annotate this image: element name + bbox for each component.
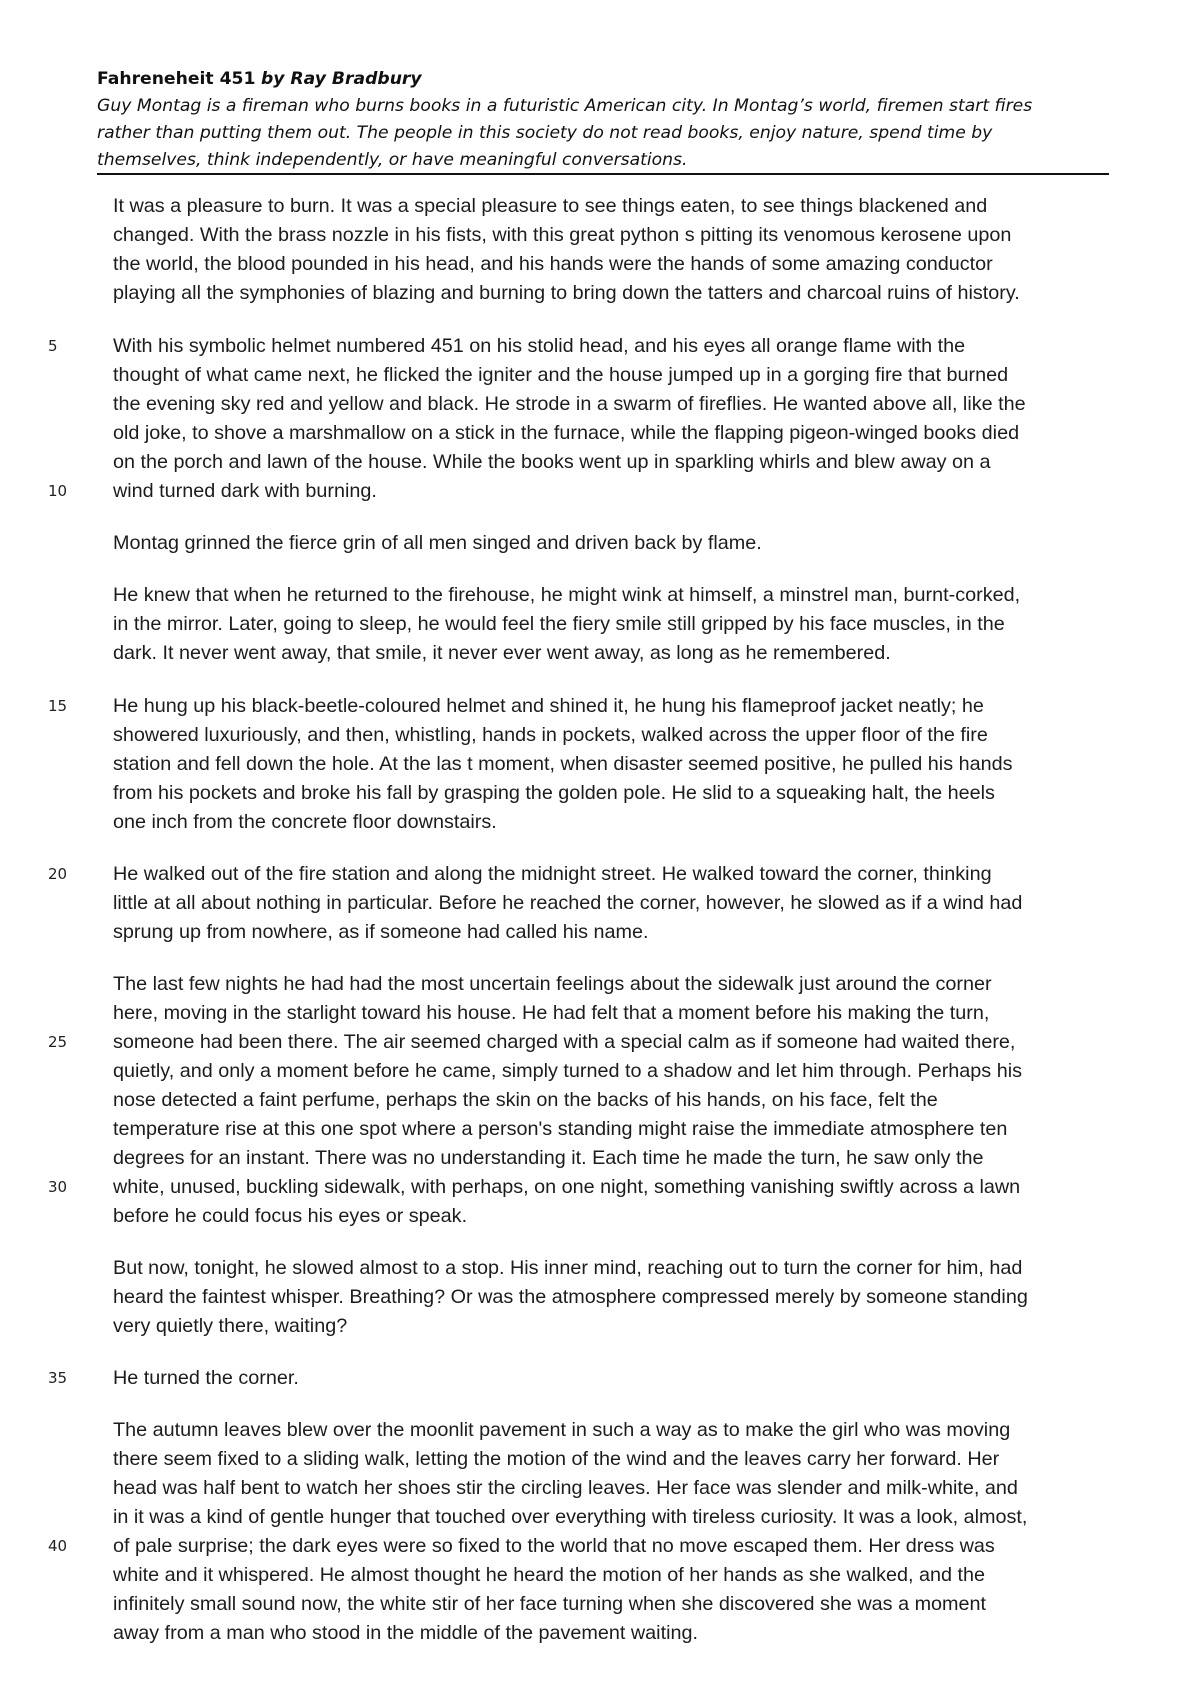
passage-line: station and fell down the hole. At the las t moment, when disaster seemed positive, he pulled his hands	[113, 753, 1013, 775]
passage-line: playing all the symphonies of blazing and burning to bring down the tatters and charcoal ruins of history.	[113, 282, 1020, 304]
book-title: Fahreneheit 451	[97, 69, 256, 89]
passage-line: nose detected a faint perfume, perhaps the skin on the backs of his hands, on his face, felt the	[113, 1089, 938, 1111]
passage-line: one inch from the concrete floor downstairs.	[113, 811, 497, 833]
passage-line: degrees for an instant. There was no understanding it. Each time he made the turn, he saw only the	[113, 1147, 984, 1169]
passage-line: Montag grinned the fierce grin of all men singed and driven back by flame.	[113, 532, 762, 554]
passage-line: little at all about nothing in particular. Before he reached the corner, however, he slowed as if a wind had	[113, 892, 1023, 914]
passage-line: there seem fixed to a sliding walk, letting the motion of the wind and the leaves carry her forward. Her	[113, 1448, 1000, 1470]
passage-line: white and it whispered. He almost thought he heard the motion of her hands as she walked, and the	[113, 1564, 986, 1586]
passage-line: With his symbolic helmet numbered 451 on his stolid head, and his eyes all orange flame with the	[113, 335, 966, 357]
passage-line: showered luxuriously, and then, whistling, hands in pockets, walked across the upper floor of the fire	[113, 724, 988, 746]
passage-line: changed. With the brass nozzle in his fists, with this great python s pitting its venomous kerosene upon	[113, 224, 1012, 246]
passage-line: sprung up from nowhere, as if someone had called his name.	[113, 921, 649, 943]
title-line	[97, 66, 1109, 93]
passage-line: temperature rise at this one spot where a person's standing might raise the immediate atmosphere ten	[113, 1118, 1008, 1140]
passage-line: He walked out of the fire station and along the midnight street. He walked toward the corner, thinking	[113, 863, 992, 885]
passage-line: infinitely small sound now, the white stir of her face turning when she discovered she was a moment	[113, 1593, 987, 1615]
line-number: 35	[48, 1369, 68, 1387]
header-divider	[97, 173, 1109, 175]
passage-line: It was a pleasure to burn. It was a special pleasure to see things eaten, to see things blackened and	[113, 195, 988, 217]
passage-line: very quietly there, waiting?	[113, 1315, 348, 1337]
passage-line: of pale surprise; the dark eyes were so fixed to the world that no move escaped them. Her dress was	[113, 1535, 995, 1557]
line-number: 30	[48, 1178, 68, 1196]
document-header	[97, 66, 1109, 174]
line-number: 20	[48, 865, 68, 883]
passage-line: But now, tonight, he slowed almost to a stop. His inner mind, reaching out to turn the corner for him, had	[113, 1257, 1023, 1279]
line-number: 25	[48, 1033, 68, 1051]
passage-line: dark. It never went away, that smile, it never ever went away, as long as he remembered.	[113, 642, 891, 664]
passage-line: in it was a kind of gentle hunger that touched over everything with tireless curiosity. It was a look, almost,	[113, 1506, 1028, 1528]
passage-line: He knew that when he returned to the firehouse, he might wink at himself, a minstrel man, burnt-corked,	[113, 584, 1021, 606]
passage-line: here, moving in the starlight toward his house. He had felt that a moment before his making the turn,	[113, 1002, 990, 1024]
passage-line: away from a man who stood in the middle of the pavement waiting.	[113, 1622, 698, 1644]
line-number: 10	[48, 482, 68, 500]
passage-line: from his pockets and broke his fall by grasping the golden pole. He slid to a squeaking halt, the heels	[113, 782, 995, 804]
passage-line: before he could focus his eyes or speak.	[113, 1205, 468, 1227]
summary-line-3: themselves, think independently, or have meaningful conversations.	[97, 150, 688, 170]
passage-line: the evening sky red and yellow and black. He strode in a swarm of fireflies. He wanted above all, like the	[113, 393, 1026, 415]
passage-line: someone had been there. The air seemed charged with a special calm as if someone had waited there,	[113, 1031, 1016, 1053]
passage-line: old joke, to shove a marshmallow on a stick in the furnace, while the flapping pigeon-winged books died	[113, 422, 1020, 444]
passage-line: head was half bent to watch her shoes stir the circling leaves. Her face was slender and milk-white, and	[113, 1477, 1018, 1499]
passage-line: on the porch and lawn of the house. While the books went up in sparkling whirls and blew away on a	[113, 451, 991, 473]
passage-line: heard the faintest whisper. Breathing? Or was the atmosphere compressed merely by someone standing	[113, 1286, 1028, 1308]
author-byline: by Ray Bradbury	[260, 69, 422, 89]
passage-line: in the mirror. Later, going to sleep, he would feel the fiery smile still gripped by his face muscles, in the	[113, 613, 1005, 635]
passage-line: The last few nights he had had the most uncertain feelings about the sidewalk just around the corner	[113, 973, 992, 995]
passage-line: quietly, and only a moment before he came, simply turned to a shadow and let him through. Perhaps his	[113, 1060, 1022, 1082]
passage-line: thought of what came next, he flicked the igniter and the house jumped up in a gorging fire that burned	[113, 364, 1009, 386]
passage-line: the world, the blood pounded in his head, and his hands were the hands of some amazing conductor	[113, 253, 993, 275]
passage-line: wind turned dark with burning.	[113, 480, 377, 502]
passage-line: He hung up his black-beetle-coloured helmet and shined it, he hung his flameproof jacket neatly; he	[113, 695, 984, 717]
summary-line-2: rather than putting them out. The people in this society do not read books, enjoy nature, spend time by	[97, 123, 993, 143]
line-number: 40	[48, 1537, 68, 1555]
passage-line: white, unused, buckling sidewalk, with perhaps, on one night, something vanishing swiftly across a lawn	[113, 1176, 1021, 1198]
passage-line: He turned the corner.	[113, 1367, 299, 1389]
line-number: 15	[48, 697, 68, 715]
passage-line: The autumn leaves blew over the moonlit pavement in such a way as to make the girl who was moving	[113, 1419, 1011, 1441]
summary-line-1: Guy Montag is a fireman who burns books in a futuristic American city. In Montag’s world, firemen start fires	[97, 96, 1033, 116]
line-number: 5	[48, 337, 58, 355]
